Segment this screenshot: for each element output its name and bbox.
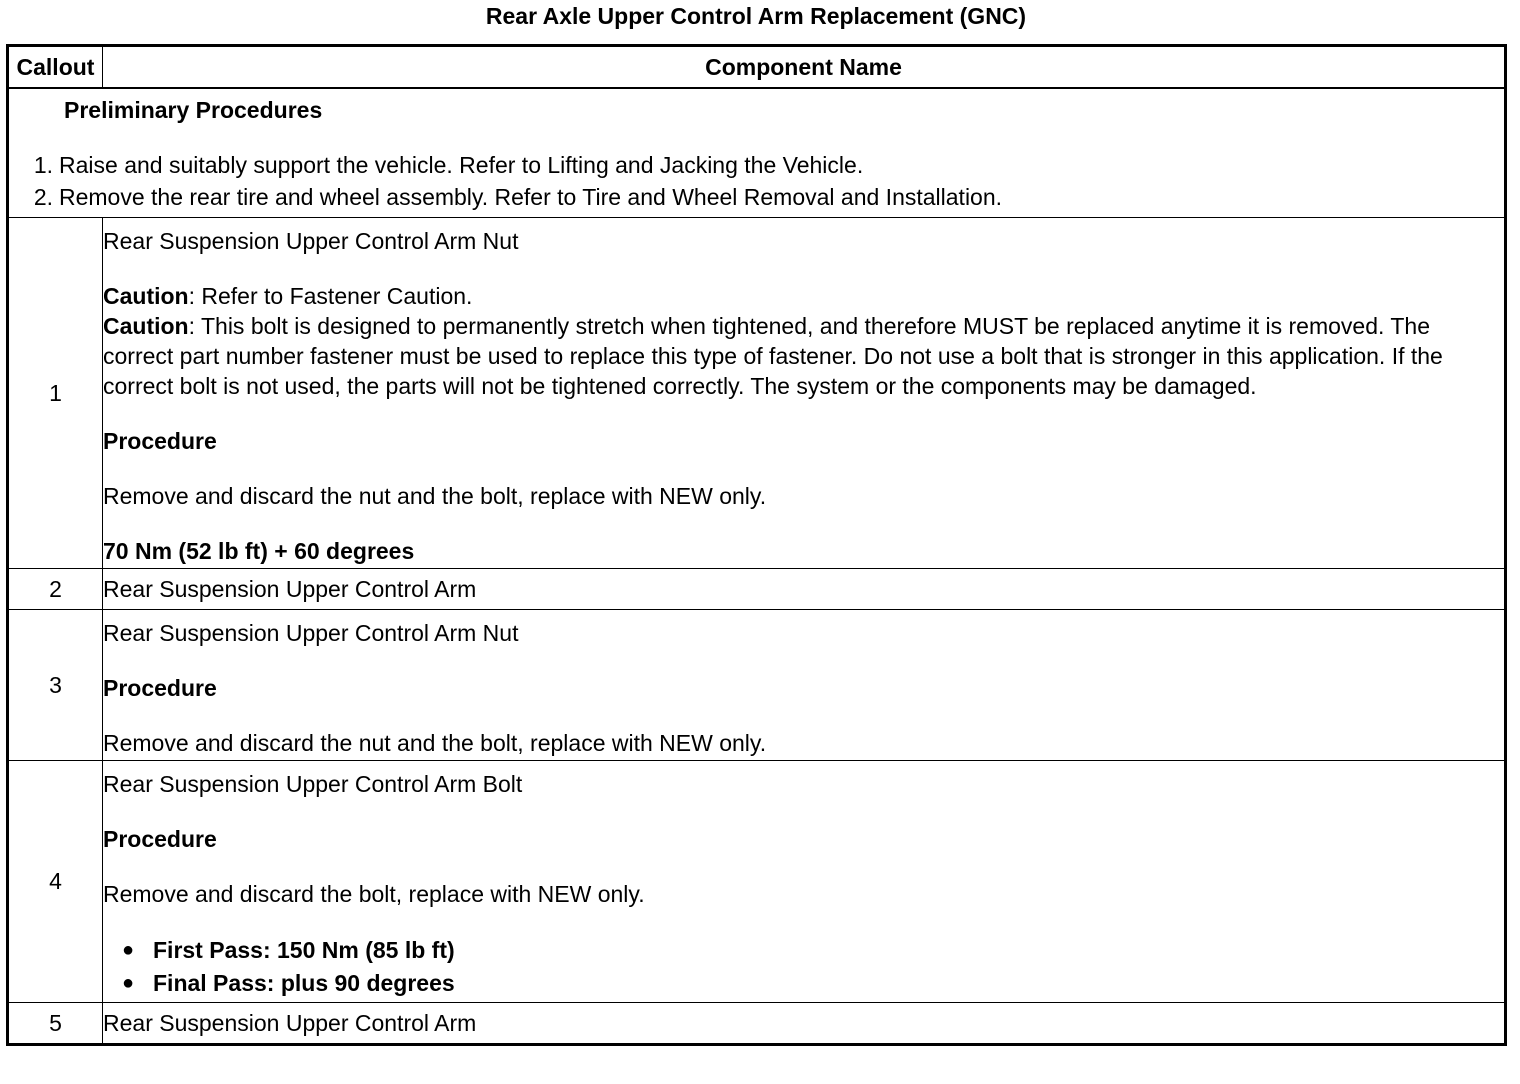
caution-text: : This bolt is designed to permanently stretch when tightened, and therefore MUST be replaced anytime it is removed. The correct part number fastener must be used to replace this type of fastener. Do not use a bolt that is stronger in this application. If the correct bolt is not used, the parts will not be tightened correctly. The system or the components may be damaged. [103, 313, 1443, 399]
table-row [8, 218, 1506, 569]
bullet-icon: ● [121, 972, 135, 994]
preliminary-row [8, 88, 1506, 218]
step-text: Raise and suitably support the vehicle. Refer to Lifting and Jacking the Vehicle. [59, 152, 864, 178]
component-name: Rear Suspension Upper Control Arm Bolt [103, 771, 523, 797]
procedure-heading: Procedure [103, 428, 217, 454]
procedure-table [6, 44, 1507, 1046]
preliminary-step [9, 149, 1504, 181]
component-name: Rear Suspension Upper Control Arm Nut [103, 620, 519, 646]
component-name: Rear Suspension Upper Control Arm [103, 1003, 1506, 1045]
table-row [8, 1003, 1506, 1045]
component-column-header: Component Name [103, 46, 1506, 89]
table-header-row [8, 46, 1506, 89]
step-number: 2. [33, 184, 53, 210]
component-cell [103, 218, 1506, 569]
component-cell [103, 610, 1506, 761]
preliminary-step [9, 181, 1504, 213]
procedure-text: Remove and discard the bolt, replace with NEW only. [103, 881, 645, 907]
component-name: Rear Suspension Upper Control Arm Nut [103, 228, 519, 254]
caution-label: Caution [103, 283, 189, 309]
procedure-text: Remove and discard the nut and the bolt, replace with NEW only. [103, 730, 767, 756]
callout-cell: 2 [8, 569, 103, 610]
bullet-icon: ● [121, 939, 135, 961]
torque-pass-list [103, 934, 1504, 1000]
procedure-heading: Procedure [103, 826, 217, 852]
callout-cell: 1 [8, 218, 103, 569]
procedure-heading: Procedure [103, 675, 217, 701]
table-row [8, 761, 1506, 1003]
caution-label: Caution [103, 313, 189, 339]
preliminary-heading: Preliminary Procedures [64, 97, 323, 123]
step-number: 1. [33, 152, 53, 178]
callout-cell: 5 [8, 1003, 103, 1045]
torque-pass-text: First Pass: 150 Nm (85 lb ft) [153, 937, 455, 963]
caution-note [103, 281, 1504, 311]
callout-cell: 4 [8, 761, 103, 1003]
table-row [8, 569, 1506, 610]
procedure-text: Remove and discard the nut and the bolt, replace with NEW only. [103, 483, 767, 509]
torque-spec: 70 Nm (52 lb ft) + 60 degrees [103, 538, 415, 564]
caution-note [103, 311, 1504, 401]
preliminary-cell [8, 88, 1506, 218]
torque-pass-text: Final Pass: plus 90 degrees [153, 970, 455, 996]
document-title: Rear Axle Upper Control Arm Replacement (GNC) [485, 3, 1027, 29]
callout-cell: 3 [8, 610, 103, 761]
caution-text: : Refer to Fastener Caution. [188, 283, 473, 309]
list-item [103, 967, 1504, 1000]
step-text: Remove the rear tire and wheel assembly. Refer to Tire and Wheel Removal and Installation. [59, 184, 1003, 210]
component-cell [103, 761, 1506, 1003]
table-row [8, 610, 1506, 761]
callout-column-header: Callout [8, 46, 103, 89]
list-item [103, 934, 1504, 967]
component-name: Rear Suspension Upper Control Arm [103, 569, 1506, 610]
